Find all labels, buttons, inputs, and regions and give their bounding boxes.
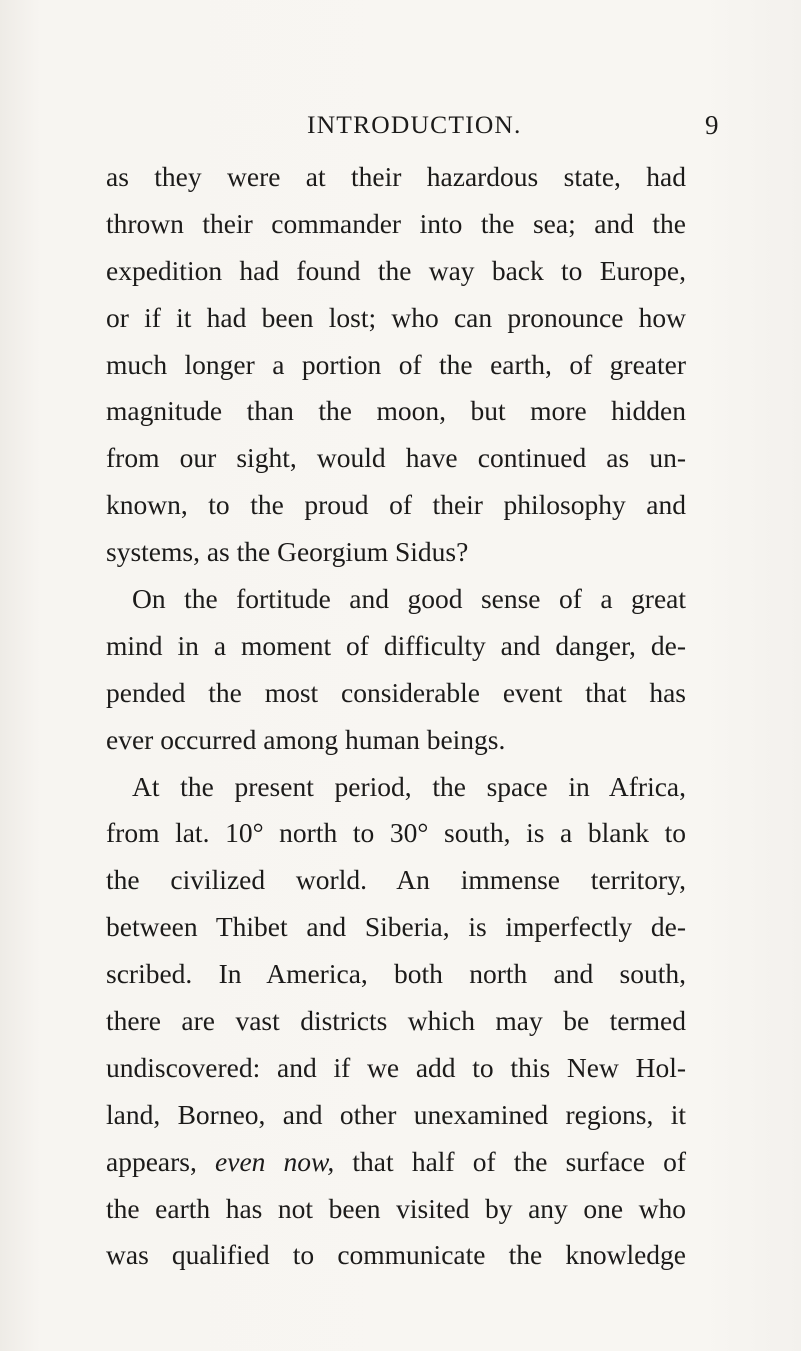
text-line: ever occurred among human beings. xyxy=(106,723,506,755)
text-line: known, to the proud of their philosophy and xyxy=(106,489,686,521)
text-line: there are vast districts which may be termed xyxy=(106,1005,686,1037)
running-title: INTRODUCTION. xyxy=(307,110,522,139)
text-line: between Thibet and Siberia, is imperfectly de- xyxy=(106,911,686,943)
text-line: undiscovered: and if we add to this New Hol- xyxy=(106,1051,686,1083)
text-line: scribed. In America, both north and south, xyxy=(106,958,686,990)
text-line: the civilized world. An immense territory, xyxy=(106,864,686,896)
text-line xyxy=(106,1139,686,1186)
text-line: land, Borneo, and other unexamined regions, it xyxy=(106,1098,686,1130)
text-line: thrown their commander into the sea; and the xyxy=(106,207,686,239)
text-line: as they were at their hazardous state, had xyxy=(106,161,686,192)
text-line: much longer a portion of the earth, of greater xyxy=(106,348,686,380)
text-line: was qualified to communicate the knowledge xyxy=(106,1239,686,1271)
text-segment: that half of the surface of xyxy=(352,1145,687,1177)
text-line: magnitude than the moon, but more hidden xyxy=(106,395,686,427)
text-line: pended the most considerable event that has xyxy=(106,676,686,708)
page-number: 9 xyxy=(705,110,719,140)
text-line: mind in a moment of difficulty and danger, de- xyxy=(106,629,686,661)
text-line: expedition had found the way back to Europe, xyxy=(106,254,686,286)
italic-emphasis: even now, xyxy=(215,1145,335,1177)
text-line: from our sight, would have continued as un- xyxy=(106,442,686,474)
text-line: from lat. 10° north to 30° south, is a blank to xyxy=(106,817,686,849)
text-line: On the fortitude and good sense of a great xyxy=(132,583,686,615)
text-line: or if it had been lost; who can pronounce how xyxy=(106,301,686,333)
text-line: the earth has not been visited by any one who xyxy=(106,1192,686,1224)
text-line: systems, as the Georgium Sidus? xyxy=(106,536,469,568)
text-segment: appears, xyxy=(106,1145,197,1177)
body-text xyxy=(106,154,686,1279)
running-head xyxy=(0,110,801,150)
text-line: At the present period, the space in Africa, xyxy=(132,770,686,802)
